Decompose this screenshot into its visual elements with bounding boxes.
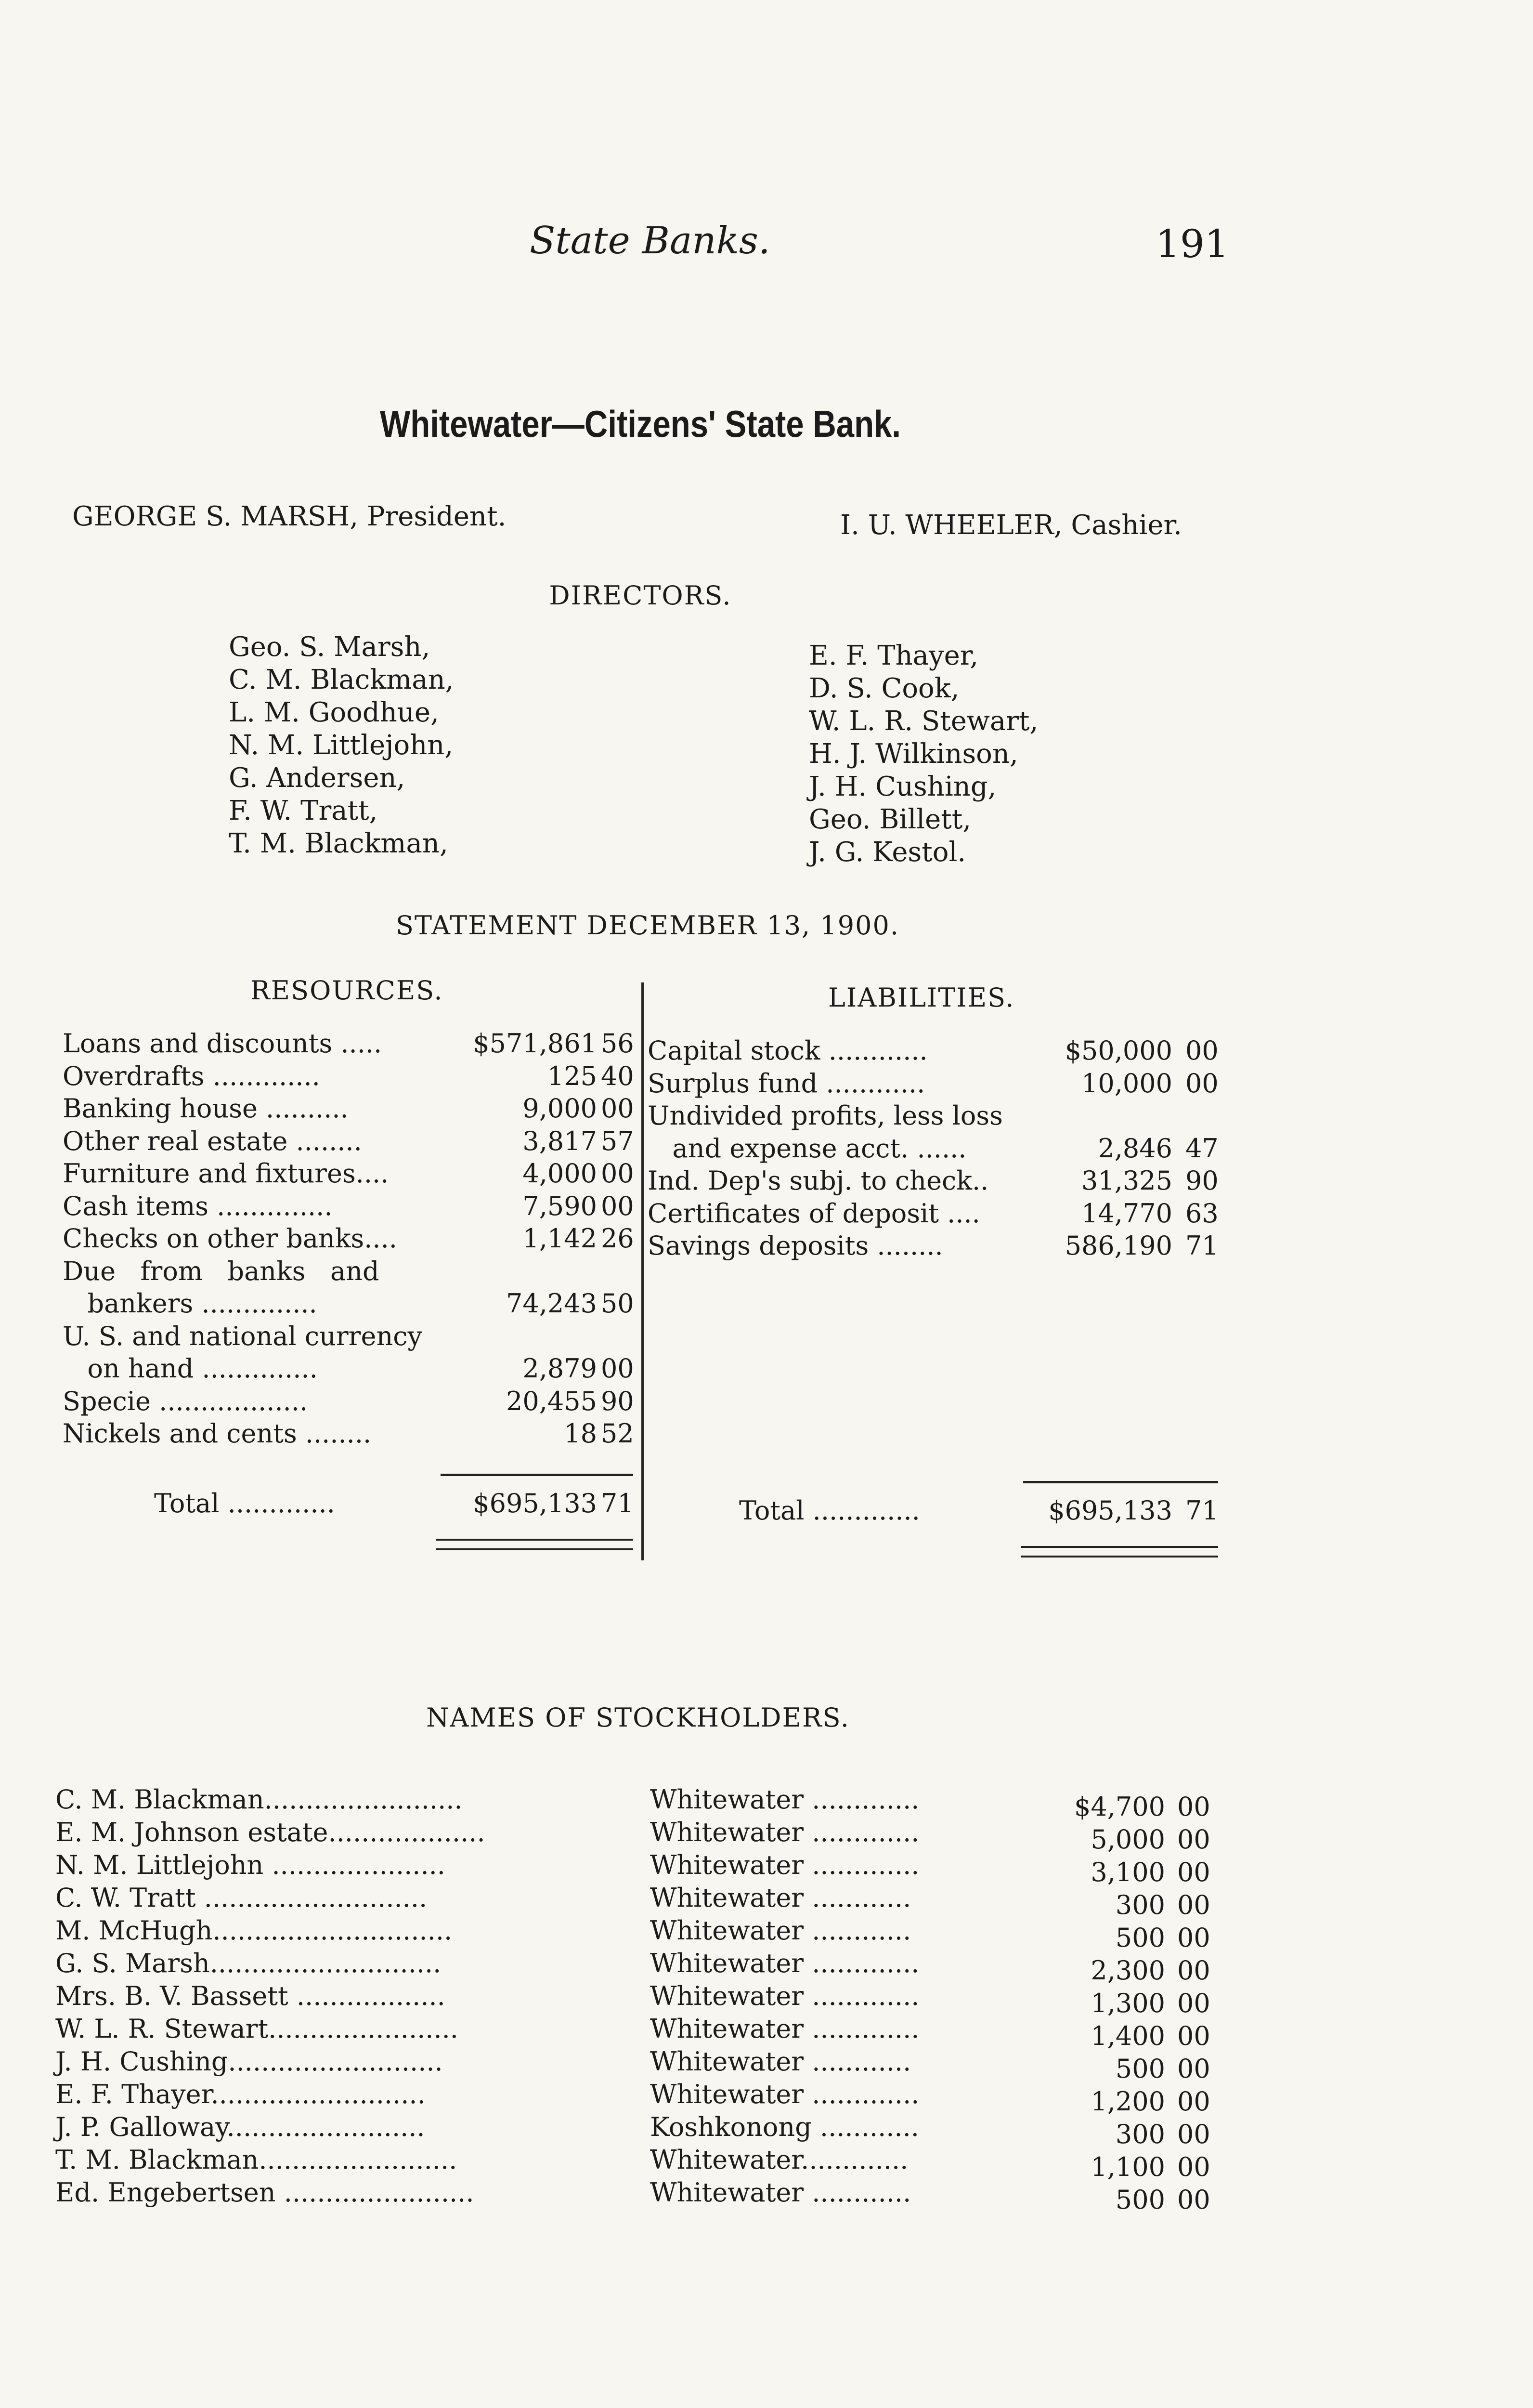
page-number: 191: [1156, 222, 1229, 266]
resources-row-dollars: 125: [547, 1060, 597, 1091]
resources-total-dollars: $695,133: [473, 1488, 597, 1518]
cashier-line: I. U. WHEELER, Cashier.: [840, 510, 1182, 541]
resources-row-cents: 90: [601, 1386, 634, 1416]
stockholder-residence: Whitewater.............: [650, 2145, 909, 2175]
president-line: GEORGE S. MARSH, President.: [72, 501, 507, 532]
stockholder-name: N. M. Littlejohn .....................: [55, 1850, 445, 1880]
resources-row-label: U. S. and national currency: [63, 1321, 422, 1351]
resources-row-label: Furniture and fixtures....: [63, 1158, 389, 1189]
resources-row-cents: 00: [601, 1353, 634, 1384]
resources-total-cents: 71: [601, 1488, 634, 1518]
director-name: Geo. S. Marsh,: [229, 631, 430, 663]
director-name: J. H. Cushing,: [809, 771, 997, 802]
stockholder-dollars: 500: [1115, 2185, 1165, 2215]
liabilities-double-rule-1: [1021, 1546, 1218, 1548]
stockholder-name: T. M. Blackman........................: [55, 2145, 457, 2175]
stockholder-cents: 00: [1177, 2152, 1210, 2182]
stockholder-residence: Whitewater ............: [650, 2177, 911, 2208]
stockholder-residence: Whitewater .............: [650, 1948, 920, 1978]
liabilities-row-dollars: 14,770: [1081, 1198, 1172, 1229]
liabilities-row-cents: 00: [1185, 1035, 1219, 1066]
directors-heading: DIRECTORS.: [549, 580, 732, 611]
running-title: State Banks.: [530, 219, 770, 262]
resources-row-cents: 26: [601, 1223, 634, 1254]
stockholder-name: W. L. R. Stewart.......................: [55, 2014, 458, 2044]
resources-row-dollars: 2,879: [522, 1353, 597, 1384]
stockholder-dollars: 1,100: [1091, 2152, 1165, 2182]
liabilities-row-cents: 71: [1185, 1230, 1219, 1261]
resources-row-label: bankers ..............: [63, 1288, 317, 1319]
liabilities-total-label: Total .............: [739, 1495, 920, 1526]
director-name: E. F. Thayer,: [809, 640, 979, 671]
director-name: D. S. Cook,: [809, 673, 960, 704]
stockholder-cents: 00: [1177, 2054, 1210, 2084]
stockholder-cents: 00: [1177, 2119, 1210, 2149]
stockholder-residence: Whitewater ............: [650, 2046, 911, 2077]
statement-heading: STATEMENT DECEMBER 13, 1900.: [396, 910, 899, 941]
liabilities-row-label: and expense acct. ......: [648, 1133, 967, 1164]
stockholder-dollars: 1,300: [1091, 1988, 1165, 2018]
liabilities-double-rule-2: [1021, 1556, 1218, 1557]
director-name: H. J. Wilkinson,: [809, 738, 1018, 770]
liabilities-row-dollars: $50,000: [1065, 1035, 1172, 1066]
stockholder-name: Ed. Engebertsen .......................: [55, 2177, 474, 2208]
resources-row-label: Checks on other banks....: [63, 1223, 397, 1254]
liabilities-row-dollars: 2,846: [1098, 1133, 1172, 1164]
director-name: C. M. Blackman,: [229, 664, 454, 695]
stockholder-dollars: 500: [1115, 2054, 1165, 2084]
liabilities-row-label: Capital stock ............: [648, 1035, 928, 1066]
stockholder-cents: 00: [1177, 1857, 1210, 1887]
stockholder-cents: 00: [1177, 2021, 1210, 2051]
resources-row-label: Other real estate ........: [63, 1125, 362, 1156]
directors-left-column: [229, 631, 454, 860]
resources-row-dollars: 4,000: [522, 1158, 597, 1189]
stockholder-dollars: 2,300: [1091, 1955, 1165, 1986]
resources-row-cents: 56: [601, 1028, 634, 1059]
liabilities-total-cents: 71: [1185, 1495, 1219, 1526]
stockholder-residence: Whitewater .............: [650, 1850, 920, 1880]
resources-row-dollars: 74,243: [506, 1288, 597, 1319]
resources-row-dollars: 9,000: [522, 1093, 597, 1124]
liabilities-row-cents: 00: [1185, 1068, 1219, 1099]
stockholder-name: J. H. Cushing..........................: [55, 2046, 443, 2077]
stockholder-cents: 00: [1177, 1923, 1210, 1953]
resources-row-label: on hand ..............: [63, 1353, 318, 1384]
resources-total-label: Total .............: [154, 1488, 335, 1518]
resources-row-dollars: 1,142: [522, 1223, 597, 1254]
resources-row-cents: 40: [601, 1060, 634, 1091]
stockholder-name: G. S. Marsh............................: [55, 1948, 442, 1978]
liabilities-row-label: Surplus fund ............: [648, 1068, 925, 1099]
resources-row-label: Nickels and cents ........: [63, 1418, 372, 1449]
director-name: J. G. Kestol.: [809, 837, 966, 868]
resources-row-dollars: 20,455: [506, 1386, 597, 1416]
liabilities-row-dollars: 10,000: [1081, 1068, 1172, 1099]
stockholder-cents: 00: [1177, 1824, 1210, 1855]
stockholder-cents: 00: [1177, 1890, 1210, 1920]
directors-right-column: [809, 640, 1038, 869]
bank-title: Whitewater—Citizens' State Bank.: [379, 403, 901, 445]
director-name: T. M. Blackman,: [229, 828, 448, 859]
liabilities-row-cents: 47: [1185, 1133, 1219, 1164]
stockholders-heading: NAMES OF STOCKHOLDERS.: [426, 1702, 850, 1733]
stockholder-residence: Whitewater .............: [650, 1981, 920, 2011]
resources-double-rule-2: [436, 1548, 633, 1550]
resources-row-label: Cash items ..............: [63, 1191, 333, 1221]
stockholder-residence: Whitewater ............: [650, 1883, 911, 1913]
resources-row-dollars: 7,590: [522, 1191, 597, 1221]
resources-row-label: Due from banks and: [63, 1256, 379, 1286]
resources-row-cents: 00: [601, 1191, 634, 1221]
stockholder-dollars: $4,700: [1074, 1792, 1165, 1822]
stockholder-residence: Whitewater .............: [650, 2014, 920, 2044]
stockholder-cents: 00: [1177, 1988, 1210, 2018]
column-divider: [641, 982, 644, 1560]
resources-row-dollars: 18: [564, 1418, 597, 1449]
stockholder-name: C. M. Blackman........................: [55, 1784, 463, 1815]
liabilities-row-cents: 90: [1185, 1165, 1219, 1196]
resources-row-cents: 52: [601, 1418, 634, 1449]
stockholder-residence: Whitewater .............: [650, 1817, 920, 1847]
liabilities-row-label: Ind. Dep's subj. to check..: [648, 1165, 989, 1196]
stockholder-dollars: 300: [1115, 1890, 1165, 1920]
stockholder-residence: Whitewater .............: [650, 1784, 920, 1815]
stockholder-residence: Whitewater ............: [650, 1915, 911, 1946]
liabilities-row-label: Savings deposits ........: [648, 1230, 943, 1261]
liabilities-row-label: Certificates of deposit ....: [648, 1198, 980, 1229]
stockholder-cents: 00: [1177, 2086, 1210, 2117]
stockholder-name: Mrs. B. V. Bassett ..................: [55, 1981, 445, 2011]
stockholder-dollars: 500: [1115, 1923, 1165, 1953]
stockholder-dollars: 300: [1115, 2119, 1165, 2149]
liabilities-total-rule: [1023, 1481, 1218, 1483]
director-name: G. Andersen,: [229, 762, 405, 794]
director-name: Geo. Billett,: [809, 804, 972, 835]
liabilities-row-label: Undivided profits, less loss: [648, 1100, 1003, 1131]
stockholder-name: C. W. Tratt ...........................: [55, 1883, 428, 1913]
stockholder-dollars: 3,100: [1091, 1857, 1165, 1887]
stockholder-dollars: 5,000: [1091, 1824, 1165, 1855]
resources-heading: RESOURCES.: [250, 975, 443, 1006]
stockholder-name: J. P. Galloway........................: [55, 2112, 425, 2142]
resources-row-label: Banking house ..........: [63, 1093, 349, 1124]
stockholder-cents: 00: [1177, 1792, 1210, 1822]
stockholder-name: E. M. Johnson estate...................: [55, 1817, 485, 1847]
resources-row-cents: 00: [601, 1093, 634, 1124]
stockholder-dollars: 1,200: [1091, 2086, 1165, 2117]
stockholder-residence: Whitewater .............: [650, 2079, 920, 2109]
director-name: L. M. Goodhue,: [229, 697, 439, 728]
stockholder-name: M. McHugh.............................: [55, 1915, 453, 1946]
resources-row-label: Overdrafts .............: [63, 1060, 320, 1091]
resources-row-cents: 50: [601, 1288, 634, 1319]
liabilities-heading: LIABILITIES.: [828, 982, 1015, 1013]
liabilities-total-dollars: $695,133: [1048, 1495, 1172, 1526]
resources-row-dollars: $571,861: [473, 1028, 597, 1059]
stockholder-cents: 00: [1177, 1955, 1210, 1986]
director-name: W. L. R. Stewart,: [809, 706, 1039, 737]
resources-row-label: Loans and discounts .....: [63, 1028, 382, 1059]
liabilities-row-cents: 63: [1185, 1198, 1219, 1229]
liabilities-row-dollars: 31,325: [1081, 1165, 1172, 1196]
director-name: F. W. Tratt,: [229, 795, 378, 826]
resources-total-rule: [441, 1474, 633, 1476]
stockholder-cents: 00: [1177, 2185, 1210, 2215]
stockholder-dollars: 1,400: [1091, 2021, 1165, 2051]
resources-double-rule-1: [436, 1539, 633, 1541]
liabilities-row-dollars: 586,190: [1065, 1230, 1172, 1261]
resources-row-cents: 57: [601, 1125, 634, 1156]
stockholder-name: E. F. Thayer..........................: [55, 2079, 426, 2109]
stockholder-residence: Koshkonong ............: [650, 2112, 919, 2142]
resources-row-label: Specie ..................: [63, 1386, 308, 1416]
resources-row-dollars: 3,817: [522, 1125, 597, 1156]
director-name: N. M. Littlejohn,: [229, 730, 454, 761]
resources-row-cents: 00: [601, 1158, 634, 1189]
